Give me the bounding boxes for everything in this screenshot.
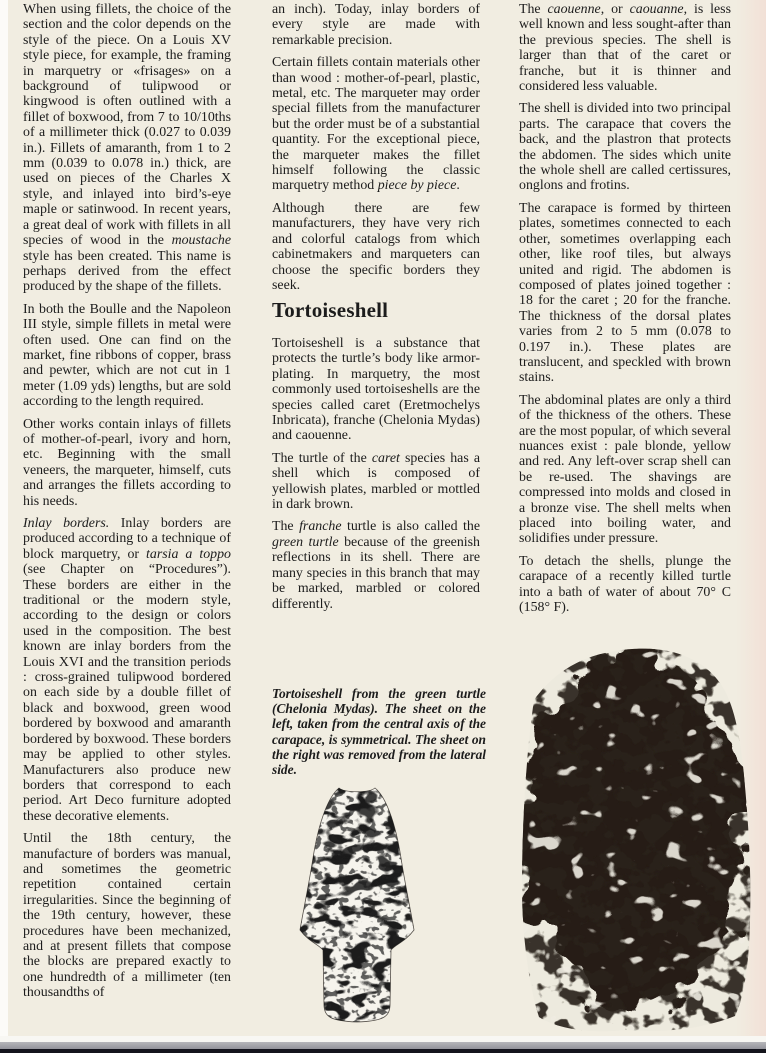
figure-tortoiseshell-lateral — [504, 636, 756, 1036]
column-middle-main — [272, 298, 480, 619]
column-left — [23, 2, 231, 1008]
paragraph: Other works contain inlays of fillets of mother-of-pearl, ivory and horn, etc. Beginning with the small veneers, the marqueter, himself, cuts and arranges the fillets according to his needs. — [23, 416, 231, 509]
paragraph: an inch). Today, inlay borders of every style are made with remarkable precision. — [272, 2, 480, 48]
paragraph: Tortoiseshell is a substance that protects the turtle’s body like armor-plating. In marquetry, the most commonly used tortoiseshells are the species called caret (Eretmochelys Inbricata), franche (Chelonia Mydas) and caouenne. — [272, 336, 480, 444]
tortoiseshell-sheet-lateral-image — [504, 636, 756, 1036]
paragraph: When using fillets, the choice of the section and the color depends on the style of the piece. On a Louis XV style piece, for example, the framing in marquetry or «frisages» on a background of tulipwood or kingwood is often outlined with a fillet of boxwood, from 7 to 10/10ths of a millimeter thick (0.027 to 0.039 in.). Fillets of amaranth, from 1 to 2 mm (0.039 to 0.078 in.) thick, are used on pieces of the Charles X style, and inlayed into bird’s-eye maple or satinwood. In recent years, a great deal of work with fillets in all species of wood in the moustache style has been created. This name is perhaps derived from the effect produced by the shape of the fillets. — [23, 2, 231, 295]
paragraph: Inlay borders. Inlay borders are produced according to a technique of block marquetry, or tarsia a toppo (see Chapter on “Procedures”). These borders are either in the traditional or the modern style, according to the design or colors used in the composition. The best known are inlay borders from the Louis XVI and the transition periods : cross-grained tulipwood bordered on each side by a double fillet of black and boxwood, green wood bordered by boxwood and amaranth bordered by boxwood. These borders may be applied to other styles. Manufacturers also produce new borders that correspond to each period. Art Deco furniture adopted these decorative elements. — [23, 516, 231, 824]
paragraph: The shell is divided into two principal parts. The carapace that covers the back, and the plastron that protects the abdomen. The sides which unite the whole shell are called certissures, onglons and frotins. — [519, 101, 731, 194]
paragraph: In both the Boulle and the Napoleon III style, simple fillets in metal were often used. One can find on the market, fine ribbons of copper, brass and pewter, which are not cut in 1 meter (1.09 yds) lengths, but are sold according to the length required. — [23, 301, 231, 410]
paragraph: Although there are few manufacturers, they have very rich and colorful catalogs from which cabinetmakers and marqueters can choose the specific borders they seek. — [272, 200, 480, 293]
column-middle-top — [272, 2, 480, 300]
paragraph: The franche turtle is also called the green turtle because of the greenish reflections in its shell. There are many species in this branch that may be marked, marbled or colored differently. — [272, 519, 480, 612]
page-bottom-edge-dark — [0, 1049, 766, 1053]
figure-tortoiseshell-symmetrical — [277, 780, 437, 1038]
page-bottom-edge-gray — [0, 1042, 766, 1049]
section-heading: Tortoiseshell — [272, 298, 389, 322]
paragraph: Certain fillets contain materials other than wood : mother-of-pearl, plastic, metal, etc. The marqueter may order special fillets from the manufacturer but the order must be of a substantial quantity. For the exceptional piece, the marqueter makes the fillet himself following the classic marquetry method piece by piece. — [272, 55, 480, 194]
paragraph: Until the 18th century, the manufacture of borders was manual, and sometimes the geometric repetition contained certain irregularities. Since the beginning of the 19th century, however, these procedures have been mechanized, and at present fillets that compose the blocks are prepared exactly to one hundredth of a millimeter (ten thousandths of — [23, 831, 231, 1001]
paragraph: To detach the shells, plunge the carapace of a recently killed turtle into a bath of water of about 70° C (158° F). — [519, 553, 731, 616]
tortoiseshell-sheet-symmetrical-image — [277, 780, 437, 1038]
paragraph: The abdominal plates are only a third of the thickness of the others. These are the most popular, of which several nuances exist : pale blonde, yellow and red. Any left-over scrap shell can be re-used. The shavings are compressed into molds and closed in a bronze vise. The shell melts when placed into boiling water, and solidifies under pressure. — [519, 392, 731, 547]
paragraph: The turtle of the caret species has a shell which is composed of yellowish plates, marbled or mottled in dark brown. — [272, 450, 480, 513]
page-edge-left — [0, 0, 8, 1042]
paragraph: The carapace is formed by thirteen plates, sometimes connected to each other, sometimes overlapping each other, like roof tiles, but always united and rigid. The abdomen is composed of plates joined together : 18 for the caret ; 20 for the franche. The thickness of the dorsal plates varies from 2 to 5 mm (0.078 to 0.197 in.). These plates are translucent, and speckled with brown stains. — [519, 200, 731, 386]
paragraph: The caouenne, or caouanne, is less well known and less sought-after than the previous species. The shell is larger than that of the caret or franche, but it is thinner and considered less valuable. — [519, 2, 731, 95]
figure-caption: Tortoiseshell from the green turtle (Chelonia Mydas). The sheet on the left, taken from the central axis of the carapace, is symmetrical. The sheet on the right was removed from the lateral side. — [272, 686, 486, 778]
column-right — [519, 2, 731, 622]
